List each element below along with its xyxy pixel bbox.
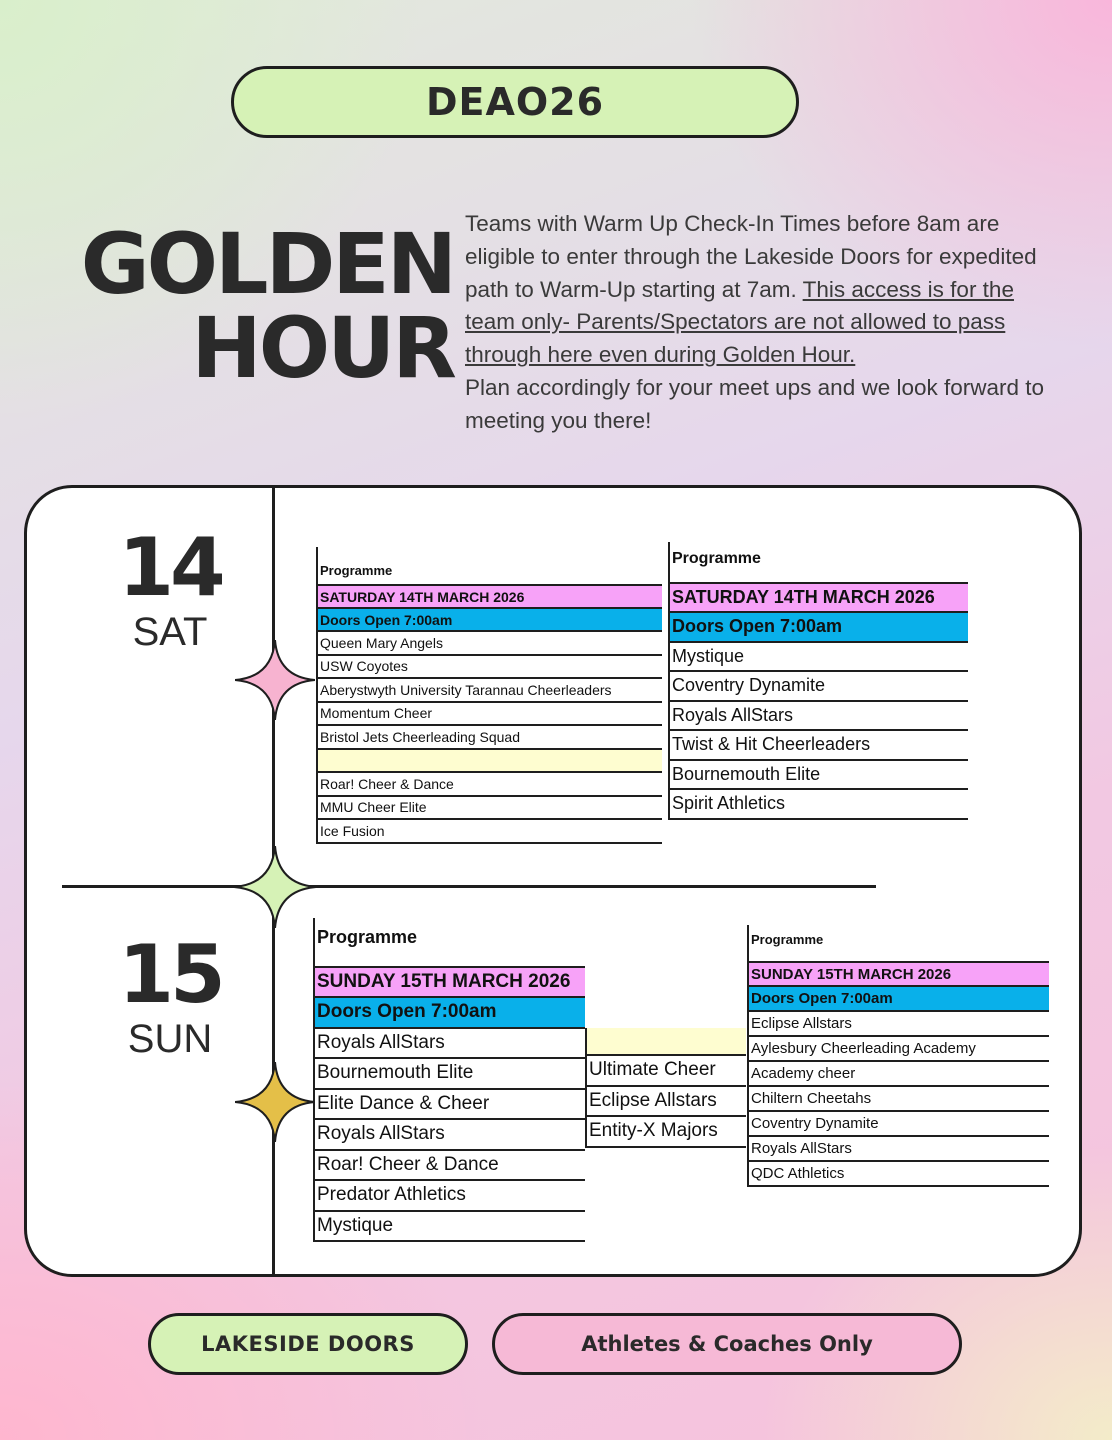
divider-horizontal bbox=[62, 885, 876, 888]
programme-date-row: SUNDAY 15TH MARCH 2026 bbox=[747, 961, 1049, 987]
lakeside-doors-pill bbox=[148, 1313, 468, 1375]
intro-closing: Plan accordingly for your meet ups and we look forward to meeting you there! bbox=[465, 374, 1045, 433]
event-title: DEAO26 bbox=[425, 80, 605, 124]
team-row: Eclipse Allstars bbox=[747, 1012, 1049, 1037]
team-row: Bournemouth Elite bbox=[313, 1059, 585, 1090]
team-row-blank bbox=[585, 1028, 746, 1056]
programme-date-row: SATURDAY 14TH MARCH 2026 bbox=[668, 582, 968, 613]
day-number-sun: 15 bbox=[118, 928, 222, 1021]
team-row: Mystique bbox=[313, 1212, 585, 1243]
team-row: Roar! Cheer & Dance bbox=[313, 1151, 585, 1182]
day-name-sun: SUN bbox=[127, 1017, 213, 1061]
team-row: Royals AllStars bbox=[668, 702, 968, 732]
programme-sat-left bbox=[316, 547, 662, 844]
team-row: Mystique bbox=[668, 643, 968, 673]
team-row: Royals AllStars bbox=[747, 1137, 1049, 1162]
athletes-coaches-label: Athletes & Coaches Only bbox=[581, 1332, 873, 1356]
programme-doors-row: Doors Open 7:00am bbox=[668, 613, 968, 643]
programme-border bbox=[747, 925, 749, 1187]
programme-sun-right bbox=[747, 925, 1049, 1187]
sparkle-star-icon bbox=[235, 1062, 315, 1142]
event-title-pill bbox=[231, 66, 799, 138]
team-row: Predator Athletics bbox=[313, 1181, 585, 1212]
team-row: Ultimate Cheer bbox=[585, 1056, 746, 1087]
team-row: MMU Cheer Elite bbox=[316, 797, 662, 821]
team-row: Academy cheer bbox=[747, 1062, 1049, 1087]
programme-date-row: SATURDAY 14TH MARCH 2026 bbox=[316, 584, 662, 609]
programme-heading: Programme bbox=[317, 927, 418, 947]
programme-sun-middle bbox=[585, 1028, 746, 1148]
team-row: Twist & Hit Cheerleaders bbox=[668, 731, 968, 761]
programme-doors-row: Doors Open 7:00am bbox=[316, 609, 662, 632]
programme-border bbox=[585, 1028, 587, 1148]
team-row: Queen Mary Angels bbox=[316, 632, 662, 656]
programme-doors-row: Doors Open 7:00am bbox=[313, 998, 585, 1029]
team-row: Ice Fusion bbox=[316, 820, 662, 844]
programme-sun-left bbox=[313, 918, 585, 1242]
team-row: Eclipse Allstars bbox=[585, 1087, 746, 1118]
athletes-coaches-pill bbox=[492, 1313, 962, 1375]
golden-hour-heading bbox=[62, 215, 454, 397]
team-row: QDC Athletics bbox=[747, 1162, 1049, 1187]
team-row: Coventry Dynamite bbox=[747, 1112, 1049, 1137]
team-row: Bristol Jets Cheerleading Squad bbox=[316, 726, 662, 750]
team-row: Entity-X Majors bbox=[585, 1117, 746, 1148]
programme-heading: Programme bbox=[320, 563, 393, 578]
team-row: Chiltern Cheetahs bbox=[747, 1087, 1049, 1112]
programme-border bbox=[316, 547, 318, 844]
team-row: Aberystwyth University Tarannau Cheerleaders bbox=[316, 679, 662, 703]
programme-border bbox=[668, 542, 670, 820]
team-row: Bournemouth Elite bbox=[668, 761, 968, 791]
sparkle-star-icon bbox=[235, 640, 315, 720]
programme-heading: Programme bbox=[672, 550, 761, 567]
team-row: Spirit Athletics bbox=[668, 790, 968, 820]
golden-hour-line2: HOUR bbox=[191, 299, 454, 397]
programme-heading: Programme bbox=[751, 932, 824, 947]
team-row: USW Coyotes bbox=[316, 656, 662, 680]
team-row: Coventry Dynamite bbox=[668, 672, 968, 702]
programme-sat-right bbox=[668, 542, 968, 820]
team-row: Aylesbury Cheerleading Academy bbox=[747, 1037, 1049, 1062]
sparkle-star-icon bbox=[234, 846, 316, 928]
team-row: Royals AllStars bbox=[313, 1029, 585, 1060]
team-row: Roar! Cheer & Dance bbox=[316, 773, 662, 797]
programme-doors-row: Doors Open 7:00am bbox=[747, 987, 1049, 1012]
day-number-sat: 14 bbox=[118, 521, 222, 614]
day-name-sat: SAT bbox=[132, 610, 208, 654]
team-row-blank bbox=[316, 750, 662, 774]
programme-border bbox=[313, 918, 315, 1242]
programme-date-row: SUNDAY 15TH MARCH 2026 bbox=[313, 966, 585, 998]
team-row: Momentum Cheer bbox=[316, 703, 662, 727]
lakeside-doors-label: LAKESIDE DOORS bbox=[201, 1332, 415, 1356]
team-row: Elite Dance & Cheer bbox=[313, 1090, 585, 1121]
team-row: Royals AllStars bbox=[313, 1120, 585, 1151]
golden-hour-line1: GOLDEN bbox=[80, 215, 454, 313]
intro-text bbox=[465, 208, 1065, 438]
intro-underlined: This access is for the team only- Parents/Spectators are not allowed to pass through here even during Golden Hour. bbox=[465, 276, 1014, 368]
intro-plain: Teams with Warm Up Check-In Times before 8am are eligible to enter through the Lakeside Doors for expedited path to Warm-Up starting at 7am. bbox=[465, 211, 1037, 302]
